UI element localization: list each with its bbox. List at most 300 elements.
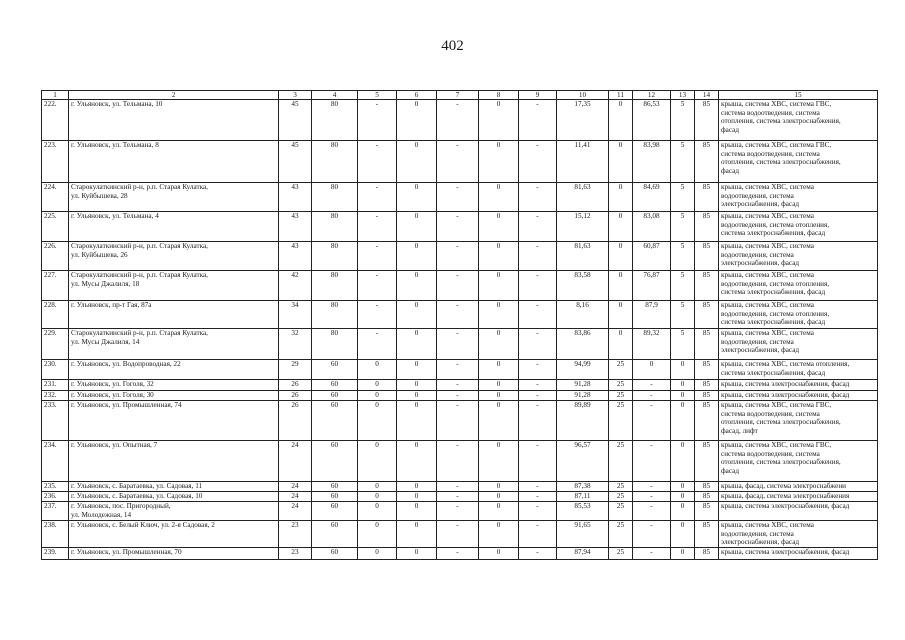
value-cell-c8: 0 bbox=[479, 380, 519, 391]
value-cell-c14: 85 bbox=[695, 482, 719, 492]
works-cell bbox=[719, 301, 878, 329]
address-line: г. Ульяновск, пр-т Гая, 87а bbox=[71, 301, 152, 309]
column-header: 7 bbox=[437, 91, 479, 100]
value-cell-c11: 25 bbox=[609, 492, 633, 502]
value-cell-c4: 60 bbox=[312, 391, 358, 401]
address-cell bbox=[69, 482, 279, 492]
value-cell-c3: 43 bbox=[279, 183, 312, 212]
value-cell-c12: - bbox=[633, 401, 671, 441]
value-cell-c3: 26 bbox=[279, 391, 312, 401]
value-cell-c14: 85 bbox=[695, 212, 719, 242]
table-row bbox=[42, 271, 878, 301]
value-cell-c4: 60 bbox=[312, 548, 358, 560]
works-cell bbox=[719, 212, 878, 242]
works-line: электроснабжения, фасад bbox=[721, 259, 800, 268]
value-cell-c7: - bbox=[437, 242, 479, 271]
value-cell-c9: - bbox=[519, 548, 557, 560]
works-cell bbox=[719, 271, 878, 301]
value-cell-c12: 86,53 bbox=[633, 100, 671, 141]
value-cell-c13: 0 bbox=[671, 548, 695, 560]
value-cell-c10: 83,86 bbox=[557, 329, 609, 360]
address-line: г. Ульяновск, ул. Промышленная, 70 bbox=[71, 548, 182, 556]
value-cell-c9: - bbox=[519, 492, 557, 502]
value-cell-c10: 8,16 bbox=[557, 301, 609, 329]
value-cell-c9: - bbox=[519, 360, 557, 380]
value-cell-c3: 23 bbox=[279, 521, 312, 548]
works-line: крыша, система электроснабжения, фасад bbox=[721, 391, 850, 399]
address-line: ул. Молодежная, 14 bbox=[71, 510, 132, 519]
works-line: крыша, система электроснабжения, фасад bbox=[721, 380, 850, 388]
address-line: г. Ульяновск, ул. Гоголя, 30 bbox=[71, 391, 154, 399]
value-cell-c14: 85 bbox=[695, 391, 719, 401]
value-cell-c12: 87,9 bbox=[633, 301, 671, 329]
works-line: водоотведения, система отопления, bbox=[721, 279, 830, 288]
works-line: водоотведения, система bbox=[721, 250, 794, 259]
value-cell-c9: - bbox=[519, 380, 557, 391]
works-line: водоотведения, система отопления, bbox=[721, 309, 830, 318]
table-row bbox=[42, 502, 878, 521]
works-line: отопления, система электроснабжения, bbox=[721, 158, 841, 167]
value-cell-c14: 85 bbox=[695, 242, 719, 271]
value-cell-c5: 0 bbox=[358, 521, 397, 548]
column-header: 5 bbox=[358, 91, 397, 100]
value-cell-c13: 5 bbox=[671, 212, 695, 242]
address-cell bbox=[69, 548, 279, 560]
row-number: 228. bbox=[42, 301, 69, 329]
works-line: крыша, фасад, система электроснабжени bbox=[721, 482, 847, 490]
value-cell-c6: 0 bbox=[397, 492, 437, 502]
value-cell-c10: 87,94 bbox=[557, 548, 609, 560]
value-cell-c5: - bbox=[358, 141, 397, 183]
value-cell-c14: 85 bbox=[695, 360, 719, 380]
table-row bbox=[42, 212, 878, 242]
table-row bbox=[42, 100, 878, 141]
value-cell-c3: 43 bbox=[279, 242, 312, 271]
value-cell-c7: - bbox=[437, 502, 479, 521]
value-cell-c5: - bbox=[358, 212, 397, 242]
value-cell-c13: 5 bbox=[671, 100, 695, 141]
value-cell-c11: 25 bbox=[609, 502, 633, 521]
table-row bbox=[42, 141, 878, 183]
works-line: крыша, система ХВС, система ГВС, bbox=[721, 441, 832, 449]
column-header: 3 bbox=[279, 91, 312, 100]
table-row bbox=[42, 521, 878, 548]
value-cell-c3: 45 bbox=[279, 100, 312, 141]
address-line: г. Ульяновск, ул. Тельмана, 10 bbox=[71, 100, 163, 108]
value-cell-c4: 60 bbox=[312, 441, 358, 482]
value-cell-c13: 5 bbox=[671, 271, 695, 301]
value-cell-c11: 0 bbox=[609, 329, 633, 360]
address-cell bbox=[69, 271, 279, 301]
value-cell-c8: 0 bbox=[479, 271, 519, 301]
value-cell-c9: - bbox=[519, 141, 557, 183]
address-line: г. Ульяновск, с. Баратаевка, ул. Садовая, 11 bbox=[71, 482, 203, 490]
address-line: г. Ульяновск, с. Баратаевка, ул. Садовая, 10 bbox=[71, 492, 203, 500]
value-cell-c5: 0 bbox=[358, 391, 397, 401]
works-line: фасад bbox=[721, 166, 739, 175]
value-cell-c5: - bbox=[358, 183, 397, 212]
works-line: фасад bbox=[721, 125, 739, 134]
value-cell-c7: - bbox=[437, 482, 479, 492]
value-cell-c8: 0 bbox=[479, 521, 519, 548]
column-header: 10 bbox=[557, 91, 609, 100]
row-number: 238. bbox=[42, 521, 69, 548]
address-line: г. Ульяновск, ул. Тельмана, 4 bbox=[71, 212, 159, 220]
value-cell-c3: 23 bbox=[279, 548, 312, 560]
value-cell-c6: 0 bbox=[397, 242, 437, 271]
works-cell bbox=[719, 492, 878, 502]
works-cell bbox=[719, 548, 878, 560]
column-header: 14 bbox=[695, 91, 719, 100]
value-cell-c10: 81,63 bbox=[557, 242, 609, 271]
value-cell-c4: 60 bbox=[312, 492, 358, 502]
value-cell-c3: 45 bbox=[279, 141, 312, 183]
works-line: система электроснабжения, фасад bbox=[721, 229, 826, 238]
address-line: ул. Мусы Джалиля, 18 bbox=[71, 279, 140, 288]
value-cell-c14: 85 bbox=[695, 502, 719, 521]
works-line: система водоотведения, система bbox=[721, 149, 820, 158]
works-line: система водоотведения, система bbox=[721, 108, 820, 117]
value-cell-c12: 89,32 bbox=[633, 329, 671, 360]
value-cell-c8: 0 bbox=[479, 360, 519, 380]
value-cell-c4: 80 bbox=[312, 183, 358, 212]
value-cell-c10: 91,65 bbox=[557, 521, 609, 548]
address-line: ул. Куйбышева, 28 bbox=[71, 191, 128, 200]
address-line: Старокулаткинский р-н, р.п. Старая Кулатка, bbox=[71, 183, 208, 191]
value-cell-c4: 60 bbox=[312, 502, 358, 521]
address-cell bbox=[69, 183, 279, 212]
value-cell-c4: 80 bbox=[312, 271, 358, 301]
value-cell-c11: 25 bbox=[609, 380, 633, 391]
value-cell-c4: 80 bbox=[312, 329, 358, 360]
address-cell bbox=[69, 401, 279, 441]
works-cell bbox=[719, 360, 878, 380]
address-line: г. Ульяновск, ул. Водопроводная, 22 bbox=[71, 360, 181, 368]
row-number: 222. bbox=[42, 100, 69, 141]
value-cell-c6: 0 bbox=[397, 360, 437, 380]
value-cell-c11: 0 bbox=[609, 301, 633, 329]
works-line: водоотведения, система bbox=[721, 191, 794, 200]
column-header: 2 bbox=[69, 91, 279, 100]
value-cell-c9: - bbox=[519, 271, 557, 301]
table-row bbox=[42, 482, 878, 492]
value-cell-c12: - bbox=[633, 492, 671, 502]
address-cell bbox=[69, 100, 279, 141]
row-number: 224. bbox=[42, 183, 69, 212]
works-line: электроснабжения, фасад bbox=[721, 538, 800, 547]
value-cell-c5: 0 bbox=[358, 441, 397, 482]
value-cell-c6: 0 bbox=[397, 212, 437, 242]
value-cell-c10: 83,58 bbox=[557, 271, 609, 301]
value-cell-c10: 87,11 bbox=[557, 492, 609, 502]
value-cell-c13: 0 bbox=[671, 360, 695, 380]
value-cell-c3: 26 bbox=[279, 401, 312, 441]
value-cell-c5: - bbox=[358, 301, 397, 329]
works-line: система водоотведения, система bbox=[721, 409, 820, 418]
header-row bbox=[42, 91, 878, 100]
value-cell-c11: 25 bbox=[609, 360, 633, 380]
value-cell-c14: 85 bbox=[695, 141, 719, 183]
value-cell-c5: 0 bbox=[358, 482, 397, 492]
value-cell-c12: - bbox=[633, 502, 671, 521]
table-row bbox=[42, 329, 878, 360]
address-cell bbox=[69, 521, 279, 548]
works-line: крыша, система ХВС, система отопления, bbox=[721, 360, 850, 368]
value-cell-c6: 0 bbox=[397, 100, 437, 141]
table-row bbox=[42, 441, 878, 482]
value-cell-c13: 0 bbox=[671, 391, 695, 401]
address-line: г. Ульяновск, ул. Тельмана, 8 bbox=[71, 141, 159, 149]
value-cell-c7: - bbox=[437, 391, 479, 401]
value-cell-c11: 25 bbox=[609, 391, 633, 401]
works-line: крыша, система ХВС, система bbox=[721, 271, 814, 279]
value-cell-c3: 24 bbox=[279, 441, 312, 482]
address-line: г. Ульяновск, ул. Гоголя, 32 bbox=[71, 380, 154, 388]
value-cell-c11: 0 bbox=[609, 183, 633, 212]
value-cell-c14: 85 bbox=[695, 329, 719, 360]
value-cell-c6: 0 bbox=[397, 183, 437, 212]
value-cell-c5: 0 bbox=[358, 380, 397, 391]
value-cell-c8: 0 bbox=[479, 441, 519, 482]
value-cell-c13: 0 bbox=[671, 441, 695, 482]
works-line: система электроснабжения, фасад bbox=[721, 318, 826, 327]
value-cell-c10: 11,41 bbox=[557, 141, 609, 183]
value-cell-c7: - bbox=[437, 141, 479, 183]
address-cell bbox=[69, 301, 279, 329]
value-cell-c6: 0 bbox=[397, 482, 437, 492]
value-cell-c12: 76,87 bbox=[633, 271, 671, 301]
value-cell-c10: 94,99 bbox=[557, 360, 609, 380]
address-line: Старокулаткинский р-н, р.п. Старая Кулатка, bbox=[71, 329, 208, 337]
value-cell-c5: 0 bbox=[358, 502, 397, 521]
row-number: 226. bbox=[42, 242, 69, 271]
works-line: водоотведения, система bbox=[721, 529, 794, 538]
works-line: крыша, система ХВС, система ГВС, bbox=[721, 141, 832, 149]
value-cell-c7: - bbox=[437, 271, 479, 301]
value-cell-c8: 0 bbox=[479, 141, 519, 183]
table-row bbox=[42, 380, 878, 391]
works-line: крыша, система ХВС, система ГВС, bbox=[721, 100, 832, 108]
value-cell-c6: 0 bbox=[397, 391, 437, 401]
row-number: 230. bbox=[42, 360, 69, 380]
value-cell-c9: - bbox=[519, 441, 557, 482]
value-cell-c9: - bbox=[519, 183, 557, 212]
value-cell-c13: 0 bbox=[671, 482, 695, 492]
value-cell-c12: - bbox=[633, 521, 671, 548]
value-cell-c14: 85 bbox=[695, 401, 719, 441]
value-cell-c4: 60 bbox=[312, 360, 358, 380]
value-cell-c13: 5 bbox=[671, 141, 695, 183]
value-cell-c6: 0 bbox=[397, 502, 437, 521]
row-number: 229. bbox=[42, 329, 69, 360]
works-line: крыша, система ХВС, система bbox=[721, 329, 814, 337]
value-cell-c8: 0 bbox=[479, 329, 519, 360]
page-number: 402 bbox=[441, 38, 464, 54]
value-cell-c4: 80 bbox=[312, 242, 358, 271]
works-cell bbox=[719, 100, 878, 141]
works-cell bbox=[719, 441, 878, 482]
row-number: 237. bbox=[42, 502, 69, 521]
value-cell-c7: - bbox=[437, 183, 479, 212]
works-cell bbox=[719, 391, 878, 401]
value-cell-c12: 60,87 bbox=[633, 242, 671, 271]
value-cell-c7: - bbox=[437, 492, 479, 502]
works-line: крыша, система ХВС, система ГВС, bbox=[721, 401, 832, 409]
value-cell-c3: 26 bbox=[279, 380, 312, 391]
address-cell bbox=[69, 242, 279, 271]
value-cell-c11: 25 bbox=[609, 401, 633, 441]
value-cell-c4: 80 bbox=[312, 100, 358, 141]
column-header: 13 bbox=[671, 91, 695, 100]
value-cell-c3: 24 bbox=[279, 482, 312, 492]
value-cell-c8: 0 bbox=[479, 401, 519, 441]
value-cell-c11: 25 bbox=[609, 441, 633, 482]
value-cell-c11: 0 bbox=[609, 100, 633, 141]
works-line: крыша, система электроснабжения, фасад bbox=[721, 502, 850, 510]
works-line: крыша, система ХВС, система bbox=[721, 183, 814, 191]
value-cell-c6: 0 bbox=[397, 301, 437, 329]
value-cell-c7: - bbox=[437, 521, 479, 548]
value-cell-c7: - bbox=[437, 548, 479, 560]
row-number: 225. bbox=[42, 212, 69, 242]
value-cell-c13: 0 bbox=[671, 521, 695, 548]
value-cell-c11: 0 bbox=[609, 271, 633, 301]
value-cell-c8: 0 bbox=[479, 212, 519, 242]
address-cell bbox=[69, 492, 279, 502]
column-header: 4 bbox=[312, 91, 358, 100]
value-cell-c13: 0 bbox=[671, 502, 695, 521]
value-cell-c13: 5 bbox=[671, 242, 695, 271]
address-line: г. Ульяновск, ул. Опытная, 7 bbox=[71, 441, 158, 449]
works-cell bbox=[719, 482, 878, 492]
value-cell-c7: - bbox=[437, 301, 479, 329]
table-row bbox=[42, 183, 878, 212]
works-line: электроснабжения, фасад bbox=[721, 200, 800, 209]
value-cell-c7: - bbox=[437, 329, 479, 360]
table-row bbox=[42, 360, 878, 380]
value-cell-c8: 0 bbox=[479, 100, 519, 141]
address-line: ул. Куйбышева, 26 bbox=[71, 250, 128, 259]
value-cell-c9: - bbox=[519, 502, 557, 521]
works-line: крыша, система ХВС, система bbox=[721, 212, 814, 220]
address-cell bbox=[69, 360, 279, 380]
address-cell bbox=[69, 212, 279, 242]
value-cell-c11: 25 bbox=[609, 521, 633, 548]
value-cell-c9: - bbox=[519, 401, 557, 441]
value-cell-c8: 0 bbox=[479, 548, 519, 560]
value-cell-c5: 0 bbox=[358, 401, 397, 441]
address-cell bbox=[69, 380, 279, 391]
column-header: 12 bbox=[633, 91, 671, 100]
works-line: система электроснабжения, фасад bbox=[721, 288, 826, 297]
address-line: Старокулаткинский р-н, р.п. Старая Кулатка, bbox=[71, 242, 208, 250]
value-cell-c14: 85 bbox=[695, 271, 719, 301]
value-cell-c10: 89,89 bbox=[557, 401, 609, 441]
works-cell bbox=[719, 521, 878, 548]
value-cell-c10: 91,28 bbox=[557, 380, 609, 391]
works-line: отопления, система электроснабжения, bbox=[721, 117, 841, 126]
address-cell bbox=[69, 441, 279, 482]
value-cell-c6: 0 bbox=[397, 521, 437, 548]
value-cell-c13: 0 bbox=[671, 492, 695, 502]
value-cell-c9: - bbox=[519, 482, 557, 492]
value-cell-c12: - bbox=[633, 548, 671, 560]
value-cell-c12: 84,69 bbox=[633, 183, 671, 212]
value-cell-c8: 0 bbox=[479, 502, 519, 521]
value-cell-c8: 0 bbox=[479, 301, 519, 329]
value-cell-c14: 85 bbox=[695, 492, 719, 502]
value-cell-c9: - bbox=[519, 301, 557, 329]
value-cell-c9: - bbox=[519, 242, 557, 271]
value-cell-c8: 0 bbox=[479, 242, 519, 271]
value-cell-c5: - bbox=[358, 100, 397, 141]
value-cell-c13: 5 bbox=[671, 301, 695, 329]
value-cell-c13: 5 bbox=[671, 329, 695, 360]
value-cell-c7: - bbox=[437, 360, 479, 380]
value-cell-c10: 81,63 bbox=[557, 183, 609, 212]
value-cell-c9: - bbox=[519, 521, 557, 548]
row-number: 234. bbox=[42, 441, 69, 482]
value-cell-c7: - bbox=[437, 100, 479, 141]
value-cell-c5: - bbox=[358, 329, 397, 360]
works-line: фасад, лифт bbox=[721, 426, 758, 435]
works-line: крыша, система ХВС, система bbox=[721, 521, 814, 529]
row-number: 231. bbox=[42, 380, 69, 391]
column-header: 9 bbox=[519, 91, 557, 100]
value-cell-c8: 0 bbox=[479, 391, 519, 401]
value-cell-c5: 0 bbox=[358, 548, 397, 560]
value-cell-c9: - bbox=[519, 329, 557, 360]
value-cell-c11: 0 bbox=[609, 141, 633, 183]
works-cell bbox=[719, 183, 878, 212]
works-line: электроснабжения, фасад bbox=[721, 346, 800, 355]
value-cell-c11: 0 bbox=[609, 212, 633, 242]
value-cell-c9: - bbox=[519, 391, 557, 401]
table-row bbox=[42, 301, 878, 329]
value-cell-c6: 0 bbox=[397, 548, 437, 560]
works-line: водоотведения, система bbox=[721, 337, 794, 346]
works-cell bbox=[719, 401, 878, 441]
works-line: крыша, система электроснабжения, фасад bbox=[721, 548, 850, 556]
value-cell-c14: 85 bbox=[695, 183, 719, 212]
value-cell-c12: 83,08 bbox=[633, 212, 671, 242]
address-line: Старокулаткинский р-н, р.п. Старая Кулатка, bbox=[71, 271, 208, 279]
value-cell-c12: - bbox=[633, 441, 671, 482]
address-line: г. Ульяновск, пос. Пригородный, bbox=[71, 502, 171, 510]
value-cell-c6: 0 bbox=[397, 271, 437, 301]
value-cell-c10: 91,28 bbox=[557, 391, 609, 401]
table-row bbox=[42, 391, 878, 401]
works-cell bbox=[719, 380, 878, 391]
value-cell-c13: 0 bbox=[671, 380, 695, 391]
row-number: 227. bbox=[42, 271, 69, 301]
value-cell-c11: 0 bbox=[609, 242, 633, 271]
row-number: 239. bbox=[42, 548, 69, 560]
works-line: система водоотведения, система bbox=[721, 449, 820, 458]
value-cell-c14: 85 bbox=[695, 548, 719, 560]
column-header: 6 bbox=[397, 91, 437, 100]
value-cell-c14: 85 bbox=[695, 521, 719, 548]
value-cell-c3: 24 bbox=[279, 502, 312, 521]
works-line: крыша, система ХВС, система bbox=[721, 301, 814, 309]
value-cell-c3: 42 bbox=[279, 271, 312, 301]
value-cell-c4: 80 bbox=[312, 141, 358, 183]
works-cell bbox=[719, 242, 878, 271]
value-cell-c6: 0 bbox=[397, 329, 437, 360]
value-cell-c10: 96,57 bbox=[557, 441, 609, 482]
works-line: отопления, система электроснабжения, bbox=[721, 458, 841, 467]
value-cell-c3: 32 bbox=[279, 329, 312, 360]
